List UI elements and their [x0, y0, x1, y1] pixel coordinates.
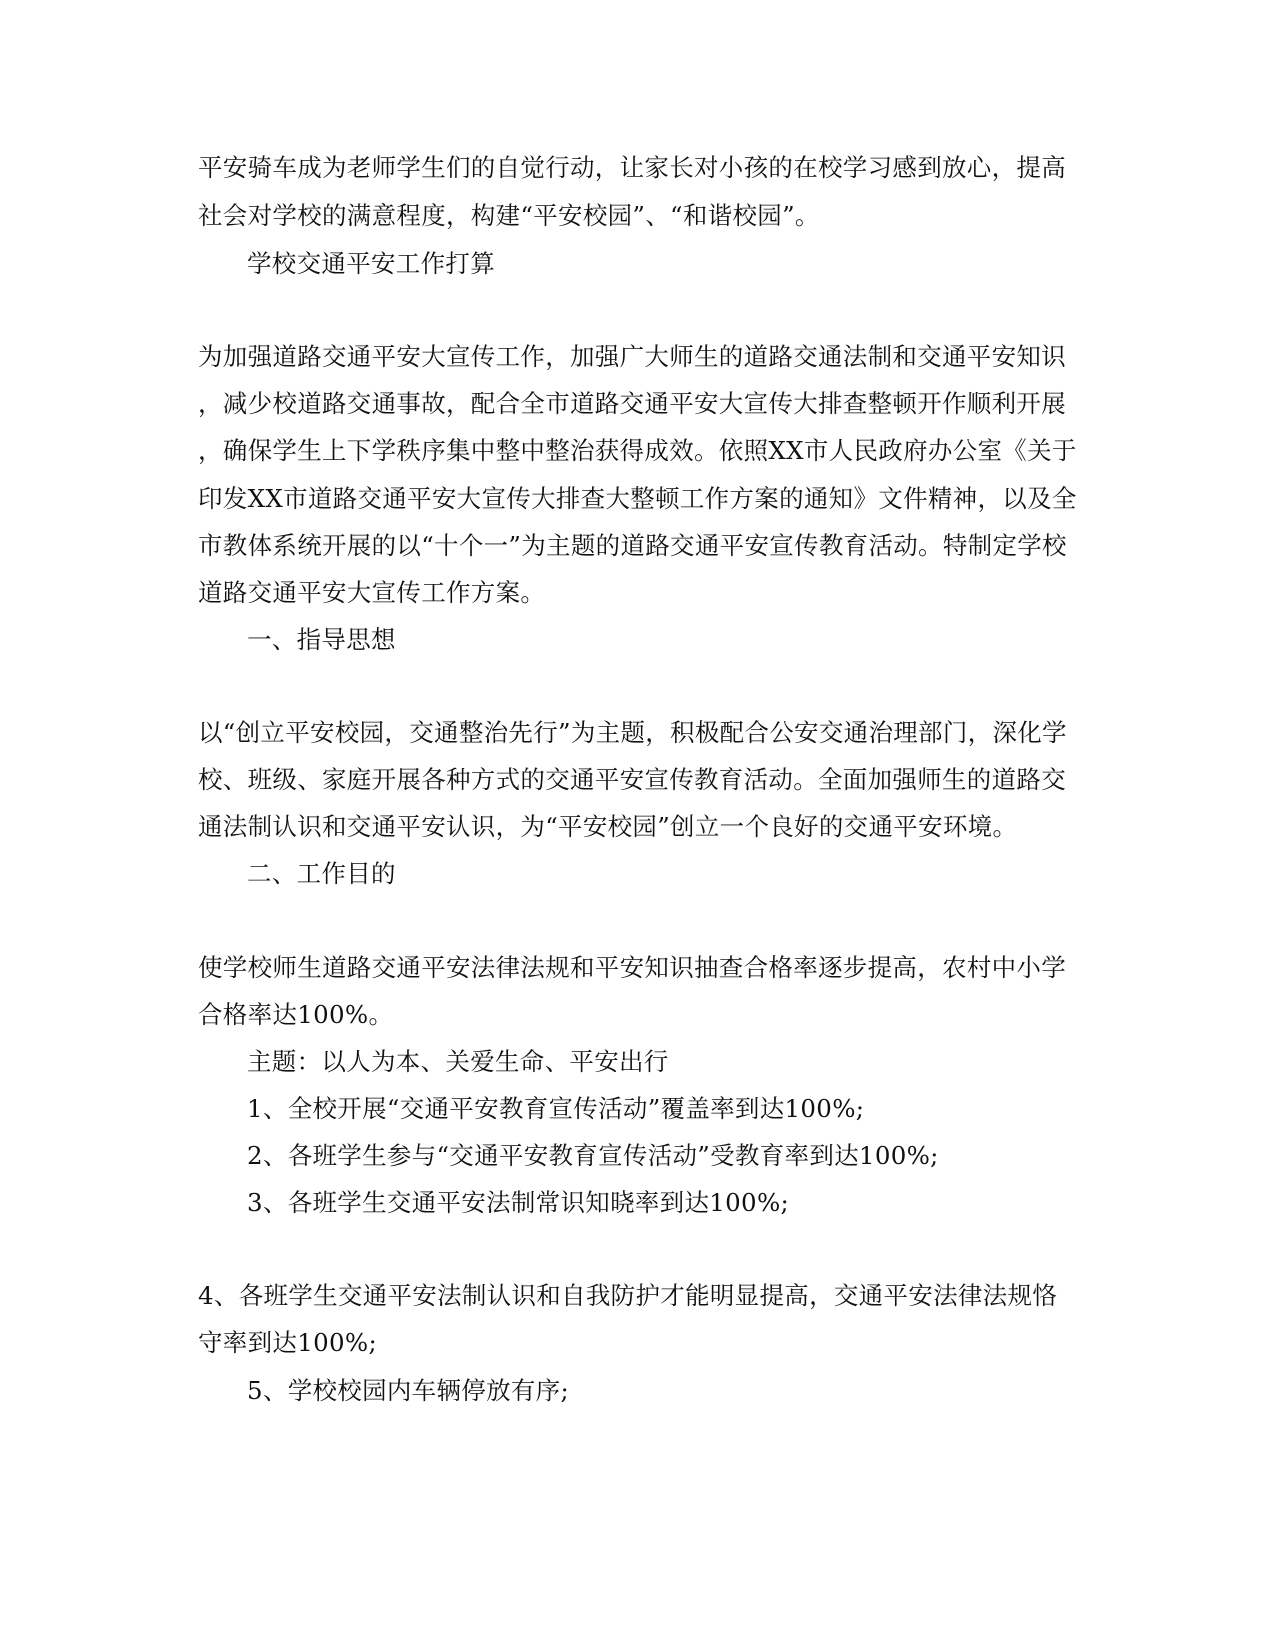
paragraph-line: 平安骑车成为老师学生们的自觉行动，让家长对小孩的在校学习感到放心，提高	[198, 153, 1066, 182]
section-heading: 二、工作目的	[247, 859, 396, 888]
paragraph-line: 校、班级、家庭开展各种方式的交通平安宣传教育活动。全面加强师生的道路交	[198, 765, 1066, 794]
theme-line: 主题：以人为本、关爱生命、平安出行	[247, 1047, 669, 1076]
paragraph-line: 印发XX市道路交通平安大宣传大排查大整顿工作方案的通知》文件精神，以及全	[198, 484, 1077, 513]
list-item: 5、学校校园内车辆停放有序;	[247, 1376, 570, 1405]
list-item: 2、各班学生参与“交通平安教育宣传活动”受教育率到达100%;	[247, 1141, 939, 1170]
paragraph-line: 合格率达100%。	[198, 1000, 394, 1029]
paragraph-line: 道路交通平安大宣传工作方案。	[198, 578, 546, 607]
list-item: 1、全校开展“交通平安教育宣传活动”覆盖率到达100%;	[247, 1094, 865, 1123]
section-heading: 一、指导思想	[247, 625, 396, 654]
paragraph-line: 通法制认识和交通平安认识，为“平安校园”创立一个良好的交通平安环境。	[198, 812, 1018, 841]
list-item: 3、各班学生交通平安法制常识知晓率到达100%;	[247, 1188, 790, 1217]
paragraph-line: ，减少校道路交通事故，配合全市道路交通平安大宣传大排查整顿开作顺利开展	[198, 389, 1066, 418]
paragraph-line: 社会对学校的满意程度，构建“平安校园”、“和谐校园”。	[198, 201, 820, 230]
paragraph-line: ，确保学生上下学秩序集中整中整治获得成效。依照XX市人民政府办公室《关于	[198, 436, 1077, 465]
paragraph-line: 市教体系统开展的以“十个一”为主题的道路交通平安宣传教育活动。特制定学校	[198, 531, 1067, 560]
list-item-continuation: 守率到达100%;	[198, 1328, 377, 1357]
paragraph-line: 以“创立平安校园，交通整治先行”为主题，积极配合公安交通治理部门，深化学	[198, 718, 1067, 747]
paragraph-line: 为加强道路交通平安大宣传工作，加强广大师生的道路交通法制和交通平安知识	[198, 342, 1066, 371]
section-heading: 学校交通平安工作打算	[247, 249, 495, 278]
list-item: 4、各班学生交通平安法制认识和自我防护才能明显提高，交通平安法律法规恪	[198, 1281, 1058, 1310]
paragraph-line: 使学校师生道路交通平安法律法规和平安知识抽查合格率逐步提高，农村中小学	[198, 953, 1066, 982]
